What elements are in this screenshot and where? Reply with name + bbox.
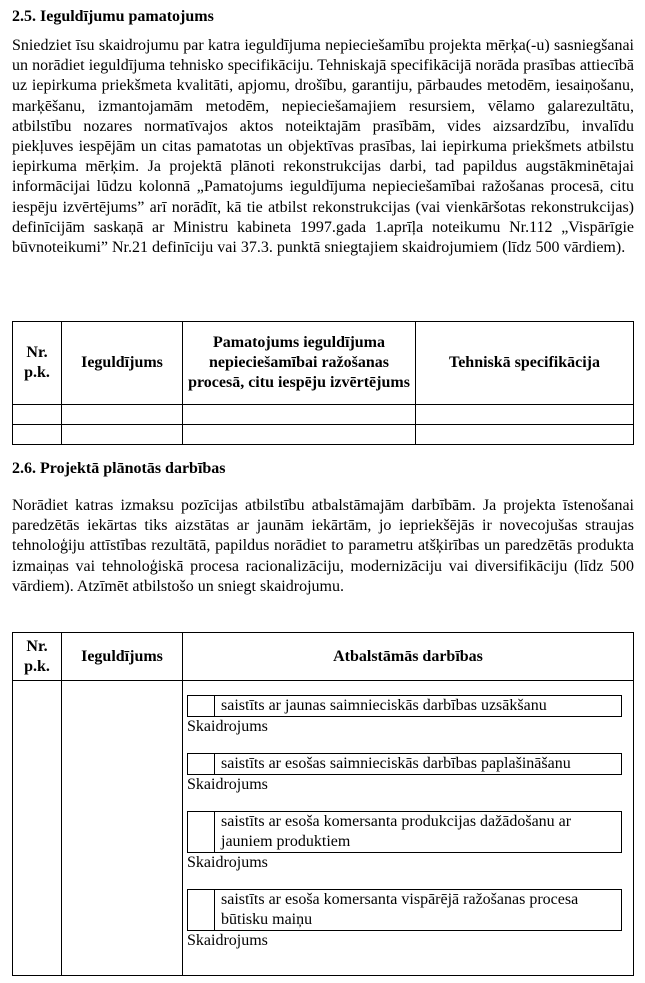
cell-input[interactable]: [62, 405, 183, 425]
section-2-6-heading: 2.6. Projektā plānotās darbības: [12, 460, 226, 477]
cell-input[interactable]: [62, 681, 183, 976]
cell-input[interactable]: [183, 425, 416, 445]
activity-option: [187, 811, 622, 853]
activity-label: saistīts ar jaunas saimnieciskās darbības uzsākšanu: [221, 697, 547, 714]
checkbox[interactable]: [188, 890, 215, 930]
checkbox[interactable]: [188, 754, 215, 774]
cell-input[interactable]: [13, 405, 62, 425]
checkbox[interactable]: [188, 696, 215, 716]
cell-input[interactable]: [13, 425, 62, 445]
activity-label: saistīts ar esoša komersanta produkcijas dažādošanu ar jauniem produktiem: [221, 813, 572, 850]
activity-label: saistīts ar esoša komersanta vispārējā ražošanas procesa būtisku maiņu: [221, 891, 579, 928]
section-2-5-heading: 2.5. Ieguldījumu pamatojums: [12, 8, 214, 25]
checkbox[interactable]: [188, 812, 215, 852]
col-specifikacija: Tehniskā specifikācija: [416, 322, 634, 405]
section-2-6-paragraph: Norādiet katras izmaksu pozīcijas atbilstību atbalstāmajām darbībām. Ja projekta īstenošanai paredzētās iekārtas tiks aizstātas ar jaunām iekārtām, jo iepriekšējās ir novecojušas straujas tehnoloģiju attīstības rezultātā, papildus norādiet to parametru atšķirības un paredzētās produkta izmaiņas vai tehnoloģiskā procesa racionalizāciju, modernizāciju vai diversifikāciju (līdz 500 vārdiem). Atzīmēt atbilstošo un sniegt skaidrojumu.: [12, 497, 634, 595]
section-2-5-paragraph: Sniedziet īsu skaidrojumu par katra ieguldījuma nepieciešamību projekta mērķa(-u) sasniegšanai un norādiet ieguldījuma tehnisko specifikāciju. Tehniskajā specifikācijā norāda prasības attiecībā uz iepirkuma priekšmeta kvalitāti, apjomu, drošību, garantiju, pārbaudes metodēm, iesaiņošanu, marķēšanu, izmantojamām metodēm, nepieciešamajiem resursiem, vēlamo galarezultātu, atbilstību nozares normatīvajos aktos noteiktajām prasībām, vides aizsardzību, invalīdu piekļuves iespējām un citas pamatotas un objektīvas prasības, lai iepirkuma priekšmets atbilstu iepirkuma mērķim. Ja projektā plānoti rekonstrukcijas darbi, tad papildus augstākminētajai informācijai lūdzu kolonnā „Pamatojums ieguldījuma nepieciešamībai ražošanas procesā, citu iespēju izvērtējums” arī norādīt, kā tie atbilst rekonstrukcijas (vai vienkāršotas rekonstrukcijas) definīcijām saskaņā ar Ministru kabineta 1997.gada 1.aprīļa noteikumu Nr.112 „Vispārīgie būvnoteikumi” Nr.21 definīciju vai 37.3. punktā sniegtajiem skaidrojumiem (līdz 500 vārdiem).: [12, 37, 634, 257]
table-row: [13, 425, 634, 445]
col-pamatojums: Pamatojums ieguldījuma nepieciešamībai ražošanas procesā, citu iespēju izvērtējums: [183, 322, 416, 405]
activity-option: [187, 889, 622, 931]
supported-activities-table: [12, 632, 634, 976]
col-ieguldijums: Ieguldījums: [62, 322, 183, 405]
col-darbibas: Atbalstāmās darbības: [183, 633, 634, 681]
activity-option: [187, 695, 622, 717]
cell-input[interactable]: [13, 681, 62, 976]
col-nr: Nr. p.k.: [13, 322, 62, 405]
cell-input[interactable]: [416, 405, 634, 425]
cell-input[interactable]: [416, 425, 634, 445]
explanation-label[interactable]: Skaidrojums: [187, 932, 268, 949]
table-row: [13, 405, 634, 425]
col-ieguldijums: Ieguldījums: [62, 633, 183, 681]
col-nr: Nr. p.k.: [13, 633, 62, 681]
explanation-label[interactable]: Skaidrojums: [187, 776, 268, 793]
activity-label: saistīts ar esošas saimnieciskās darbības paplašināšanu: [221, 755, 571, 772]
explanation-label[interactable]: Skaidrojums: [187, 854, 268, 871]
explanation-label[interactable]: Skaidrojums: [187, 718, 268, 735]
investment-justification-table: [12, 321, 634, 445]
cell-input[interactable]: [62, 425, 183, 445]
cell-input[interactable]: [183, 405, 416, 425]
activities-cell: [183, 681, 634, 976]
activity-option: [187, 753, 622, 775]
